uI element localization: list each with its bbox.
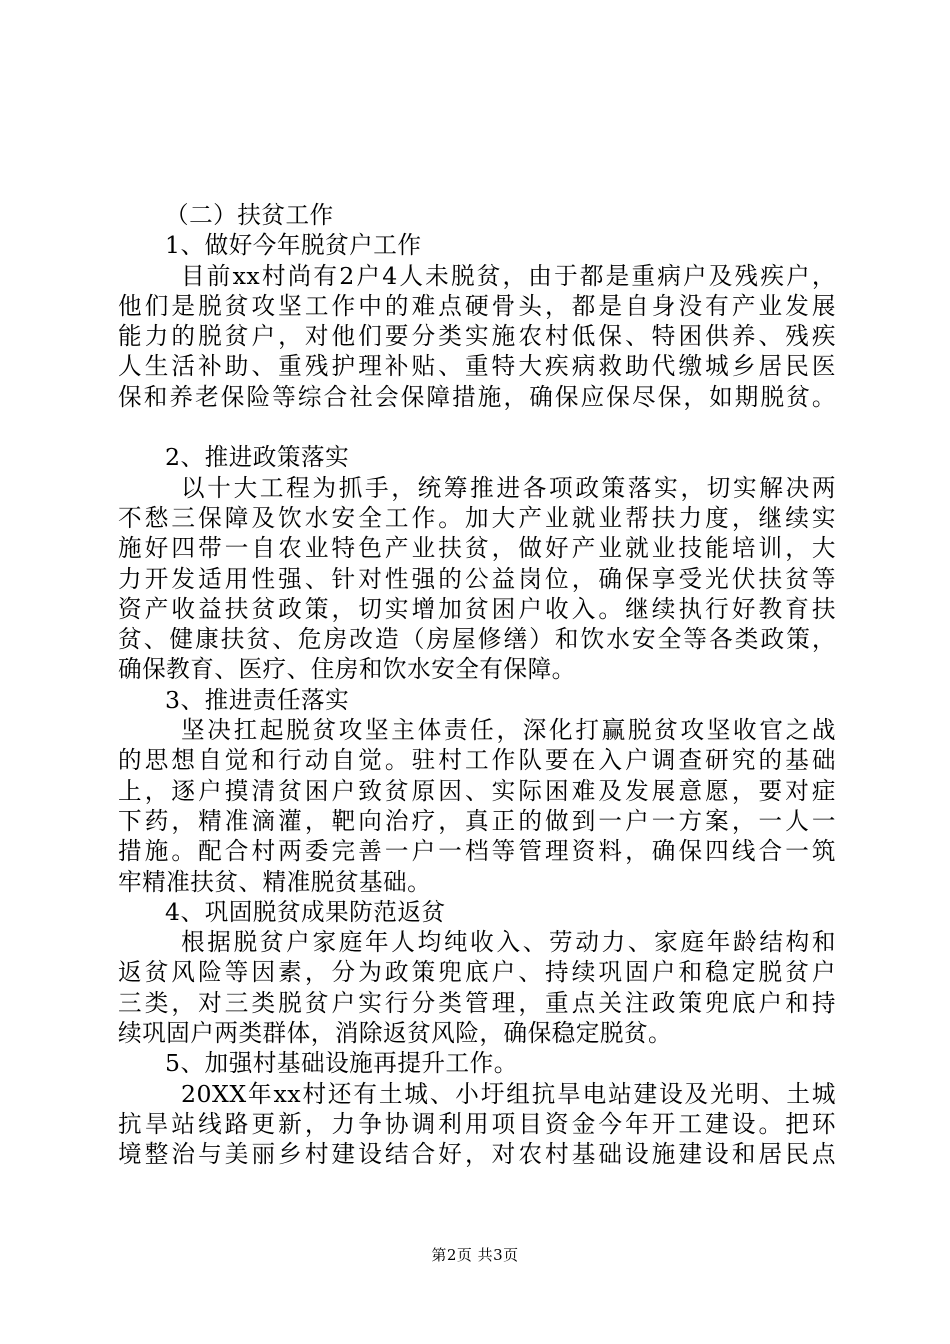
paragraph-line: 能力的脱贫户，对他们要分类实施农村低保、特困供养、残疾: [118, 322, 836, 351]
paragraph-line: 下药，精准滴灌，靶向治疗，真正的做到一户一方案，一人一: [118, 806, 836, 835]
paragraph-line: 坚决扛起脱贫攻坚主体责任，深化打赢脱贫攻坚收官之战: [181, 716, 836, 745]
subsection-heading: 4、巩固脱贫成果防范返贫: [165, 897, 446, 926]
paragraph-line: 续巩固户两类群体，消除返贫风险，确保稳定脱贫。: [118, 1019, 673, 1048]
paragraph-line: 他们是脱贫攻坚工作中的难点硬骨头，都是自身没有产业发展: [118, 291, 836, 320]
paragraph-line: 根据脱贫户家庭年人均纯收入、劳动力、家庭年龄结构和: [181, 928, 836, 957]
paragraph-line: 境整治与美丽乡村建设结合好，对农村基础设施建设和居民点: [118, 1140, 836, 1169]
subsection-heading: 5、加强村基础设施再提升工作。: [165, 1049, 518, 1078]
paragraph-line: 上，逐户摸清贫困户致贫原因、实际困难及发展意愿，要对症: [118, 776, 836, 805]
subsection-heading: 2、推进政策落实: [165, 443, 350, 472]
paragraph-line: 资产收益扶贫政策，切实增加贫困户收入。继续执行好教育扶: [118, 594, 836, 623]
paragraph-line: 以十大工程为抓手，统筹推进各项政策落实，切实解决两: [181, 473, 836, 502]
paragraph-line: 的思想自觉和行动自觉。驻村工作队要在入户调查研究的基础: [118, 746, 836, 775]
paragraph-line: 确保教育、医疗、住房和饮水安全有保障。: [118, 655, 576, 684]
paragraph-line: 力开发适用性强、针对性强的公益岗位，确保享受光伏扶贫等: [118, 564, 836, 593]
paragraph-line: 措施。配合村两委完善一户一档等管理资料，确保四线合一筑: [118, 837, 836, 866]
subsection-heading: 1、做好今年脱贫户工作: [165, 231, 422, 260]
paragraph-line: 施好四带一自农业特色产业扶贫，做好产业就业技能培训，大: [118, 534, 836, 563]
blank-line: [118, 412, 836, 442]
paragraph-line: 贫、健康扶贫、危房改造（房屋修缮）和饮水安全等各类政策，: [118, 625, 836, 654]
paragraph-line: 20XX年xx村还有土城、小圩组抗旱电站建设及光明、土城: [181, 1079, 836, 1108]
page-number-footer: 第2页 共3页: [431, 1246, 519, 1264]
paragraph-line: 牢精准扶贫、精准脱贫基础。: [118, 867, 432, 896]
paragraph-line: 不愁三保障及饮水安全工作。加大产业就业帮扶力度，继续实: [118, 503, 836, 532]
subsection-heading: 3、推进责任落实: [165, 685, 350, 714]
paragraph-line: 人生活补助、重残护理补贴、重特大疾病救助代缴城乡居民医: [118, 352, 836, 381]
paragraph-line: 三类，对三类脱贫户实行分类管理，重点关注政策兜底户和持: [118, 988, 836, 1017]
document-body: [118, 200, 836, 1170]
paragraph-line: 目前xx村尚有2户4人未脱贫，由于都是重病户及残疾户，: [181, 261, 836, 290]
paragraph-line: 保和养老保险等综合社会保障措施，确保应保尽保，如期脱贫。: [118, 382, 836, 411]
section-title: （二）扶贫工作: [165, 201, 334, 229]
paragraph-line: 抗旱站线路更新，力争协调利用项目资金今年开工建设。把环: [118, 1109, 836, 1138]
paragraph-line: 返贫风险等因素，分为政策兜底户、持续巩固户和稳定脱贫户: [118, 958, 836, 987]
